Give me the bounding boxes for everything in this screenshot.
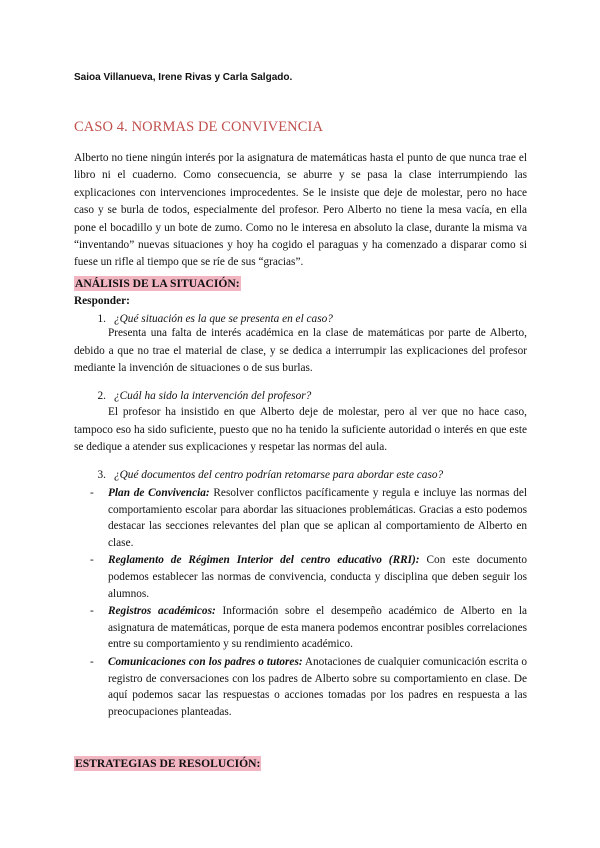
case-title: CASO 4. NORMAS DE CONVIVENCIA [74, 119, 324, 135]
list-item [74, 603, 527, 653]
document-term: Comunicaciones con los padres o tutores: [108, 655, 303, 668]
authors-line: Saioa Villanueva, Irene Rivas y Carla Salgado. [74, 72, 293, 83]
document-description: Información sobre el desempeño académico de Alberto en la asignatura de matemáticas, porque de esta manera podemos encontrar posibles correlaciones entre su comportamiento y su rendimiento académico. [108, 605, 528, 651]
question-number: 2. [97, 390, 106, 402]
question-2 [74, 388, 527, 404]
document-description: Anotaciones de cualquier comunicación escrita o registro de conversaciones con los padres de Alberto sobre su comportamiento en clase. De aquí podemos sacar las respuestas o acciones tomadas por los padres en respuesta a las preocupaciones planteadas. [108, 655, 527, 718]
list-item [74, 485, 527, 551]
bullet-dash: - [90, 655, 94, 668]
responder-label: Responder: [74, 295, 130, 307]
question-number: 1. [97, 313, 106, 325]
question-text: ¿Cuál ha sido la intervención del profesor? [114, 390, 312, 402]
bullet-dash: - [90, 605, 94, 618]
list-item [74, 552, 527, 602]
question-3 [74, 467, 527, 483]
question-text: ¿Qué documentos del centro podrían retomarse para abordar este caso? [114, 469, 444, 481]
document-term: Registros académicos: [108, 605, 216, 618]
bullet-dash: - [90, 554, 94, 567]
question-text: ¿Qué situación es la que se presenta en el caso? [114, 313, 333, 325]
answer-2: El profesor ha insistido en que Alberto deje de molestar, pero al ver que no hace caso, tampoco eso ha sido suficiente, puesto que no ha tenido la suficiente autoridad o interés en que este se dedique a atender sus explicaciones y respetar las normas del aula. [74, 406, 527, 453]
case-description: Alberto no tiene ningún interés por la asignatura de matemáticas hasta el punto de que nunca trae el libro ni el cuaderno. Como consecuencia, se aburre y se pasa la clase interrumpiendo las explicaciones con intervenciones improcedentes. Se le insiste que deje de molestar, pero no hace caso y se burla de todos, especialmente del profesor. Pero Alberto no tiene la mesa vacía, en ella pone el bocadillo y un bote de zumo. Como no le interesa en absoluto la clase, durante la misma va “inventando” nuevas situaciones y hoy ha cogido el paraguas y ha comenzado a disparar como si fuese un rifle al tiempo que se ríe de sus “gracias”. [74, 152, 527, 269]
list-item [74, 654, 527, 720]
bullet-dash: - [90, 487, 94, 499]
document-term: Plan de Convivencia: [108, 487, 210, 499]
document-description: Con este documento podemos establecer las normas de convivencia, conducta y disciplina que deben seguir los alumnos. [108, 554, 527, 600]
answer-1: Presenta una falta de interés académica en la clase de matemáticas por parte de Alberto, debido a que no trae el material de clase, y se dedica a interrumpir las explicaciones del profesor mediante la invención de situaciones o de sus burlas. [74, 327, 527, 374]
question-number: 3. [97, 469, 106, 481]
analysis-heading: ANÁLISIS DE LA SITUACIÓN: [75, 277, 240, 290]
documents-list [74, 485, 527, 721]
strategies-heading: ESTRATEGIAS DE RESOLUCIÓN: [75, 757, 261, 770]
document-term: Reglamento de Régimen Interior del centro educativo (RRI): [108, 554, 420, 567]
document-description: Resolver conflictos pacíficamente y regula e incluye las normas del comportamiento escolar para abordar las situaciones problemáticas. Gracias a esto podemos destacar las secciones relevantes del plan que se aplican al comportamiento de Alberto en clase. [108, 487, 527, 549]
